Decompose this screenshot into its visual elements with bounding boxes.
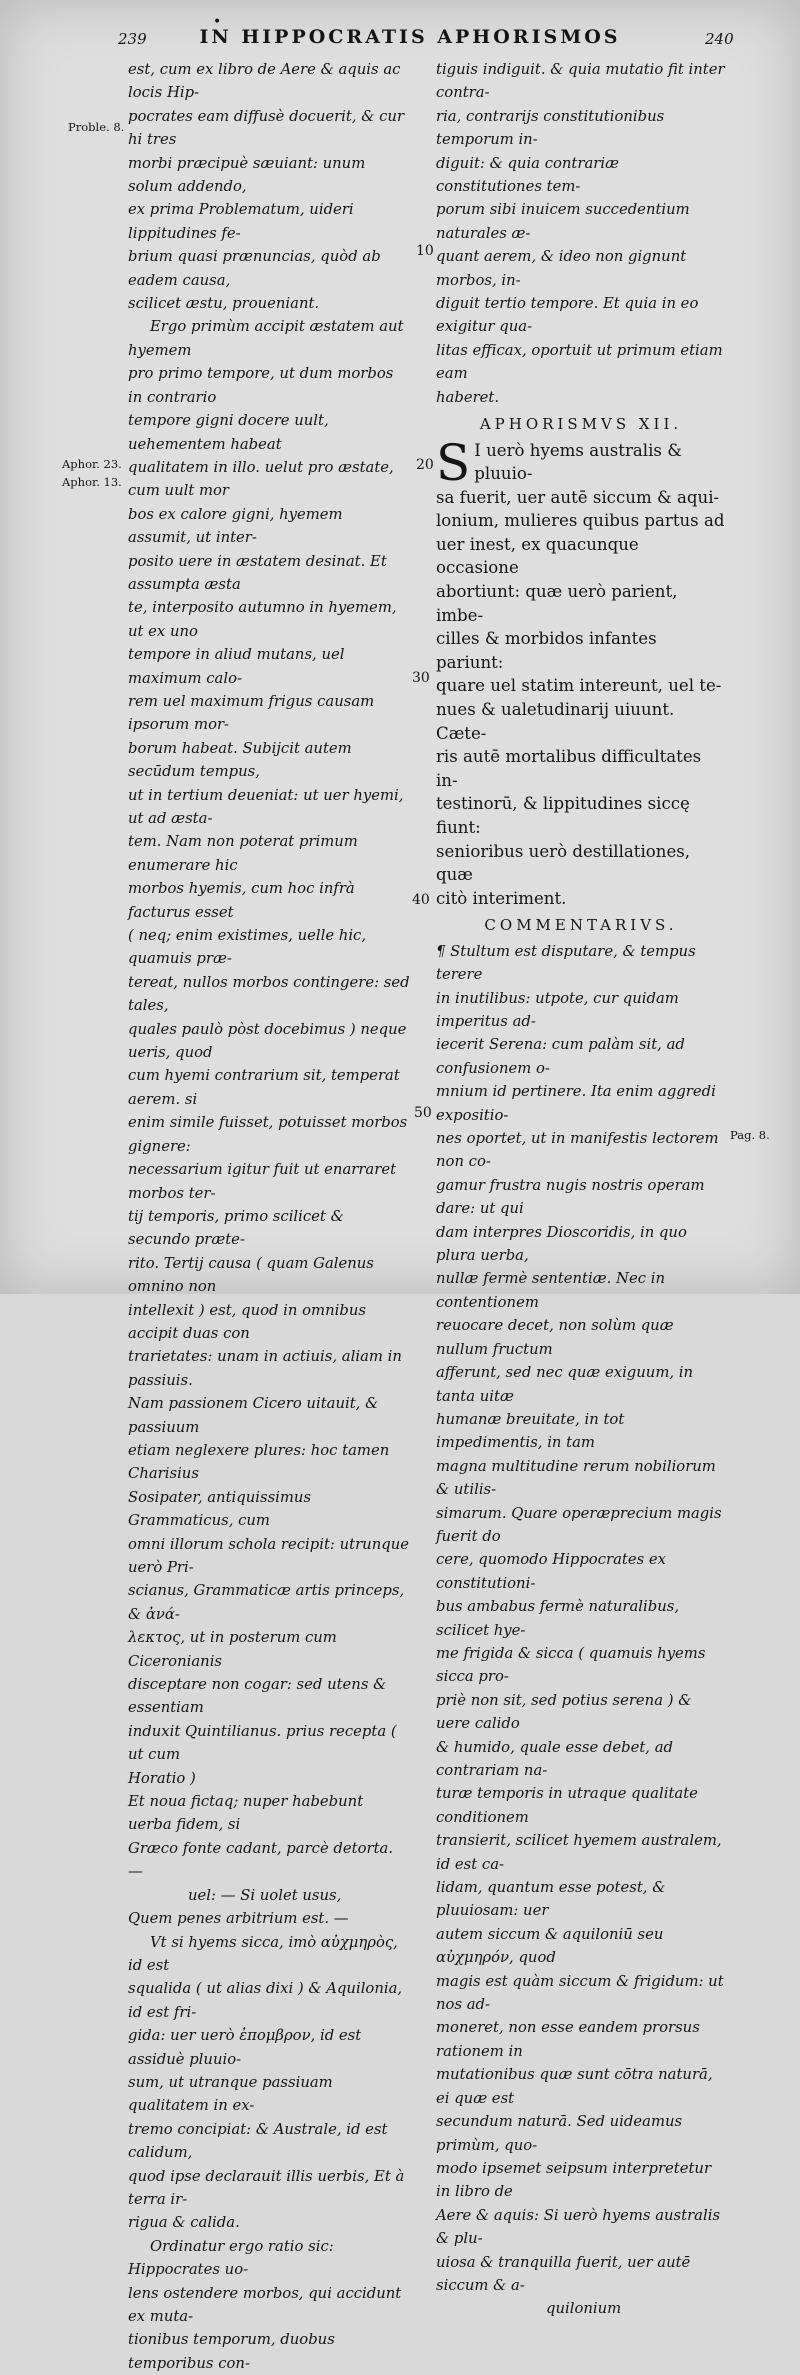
text-line: reuocare decet, non solùm quæ nullum fructum [436, 1317, 674, 1358]
text-line: brium quasi prænuncias, quòd ab eadem causa, [128, 248, 381, 289]
running-header [0, 14, 800, 52]
text-line: omni illorum schola recipit: utrunque uerò Pri- [128, 1535, 409, 1576]
text-line: magna multitudine rerum nobiliorum & utilis- [436, 1457, 716, 1499]
text-line: ria, contrarijs constitutionibus temporum in- [436, 107, 665, 149]
text-line: turæ temporis in utraque qualitate conditionem [436, 1785, 698, 1826]
line-number: 40 [412, 892, 430, 908]
text-line: ut in tertium deueniat: ut uer hyemi, ut ad æsta- [128, 786, 404, 827]
text-line: gamur frustra nugis nostris operam dare: ut qui [436, 1176, 705, 1218]
margin-note-problem: Proble. 8. [68, 120, 125, 134]
text-line: Nam passionem Cicero uitauit, & passiuum [128, 1395, 379, 1436]
text-line: Horatio ) [128, 1769, 196, 1787]
text-line: quales paulò pòst docebimus ) neque ueris, quod [128, 1020, 407, 1062]
text-line: haberet. [436, 388, 500, 406]
aphorism-line: lonium, mulieres quibus partus ad [436, 511, 725, 531]
text-line: mnium id pertinere. Ita enim aggredi expositio- [436, 1083, 716, 1124]
text-line: iecerit Serena: cum palàm sit, ad confusionem o- [436, 1036, 685, 1077]
text-line: ex prima Problematum, uideri lippitudines fe- [128, 201, 354, 242]
text-line: dam interpres Dioscoridis, in quo plura uerba, [436, 1223, 687, 1265]
aphorism-line: cilles & morbidos infantes pariunt: [436, 629, 657, 672]
text-line: porum sibi inuicem succedentium naturales æ- [436, 201, 690, 242]
text-line: me frigida & sicca ( quamuis hyems sicca pro- [436, 1644, 706, 1686]
text-line: posito uere in æstatem desinat. Et assumpta æsta [128, 552, 387, 593]
page-number-right: 240 [705, 30, 734, 48]
text-line: diguit tertio tempore. Et quia in eo exigitur qua- [436, 295, 699, 336]
text-line: rito. Tertij causa ( quam Galenus omnino non [128, 1254, 374, 1296]
text-line: etiam neglexere plures: hoc tamen Charisius [128, 1441, 390, 1483]
aphorism-line: ris autē mortalibus difficultates in- [436, 747, 702, 790]
margin-note-aphorism: Aphor. 23. [62, 457, 122, 471]
verse-line: Quem penes arbitrium est. — [128, 1910, 349, 1928]
line-number: 20 [416, 457, 434, 473]
text-line: cere, quomodo Hippocrates ex constitutioni- [436, 1551, 666, 1592]
text-line: quod ipse declarauit illis uerbis, Et à terra ir- [128, 2167, 405, 2208]
text-line: qualitatem in illo. uelut pro æstate, cum uult mor [128, 458, 394, 500]
text-line: gida: uer uerò ἐπομβρον, id est assiduè pluuio- [128, 2027, 362, 2068]
aphorism-line: senioribus uerò destillationes, quæ [436, 841, 691, 885]
text-line: intellexit ) est, quod in omnibus accipit duas con [128, 1301, 366, 1342]
aphorism-line: nues & ualetudinarij uiuunt. Cæte- [436, 700, 675, 743]
text-line: te, interposito autumno in hyemem, ut ex uno [128, 599, 397, 640]
aphorism-line: testinorū, & lippitudines siccę fiunt: [436, 794, 690, 837]
text-line: humanæ breuitate, in tot impedimentis, in tam [436, 1410, 625, 1452]
text-line: ¶ Stultum est disputare, & tempus terere [436, 942, 696, 984]
text-line: quant aerem, & ideo non gignunt morbos, in- [436, 248, 687, 289]
text-line: bos ex calore gigni, hyemem assumit, ut inter- [128, 505, 343, 547]
line-number: 30 [412, 670, 430, 686]
text-line: ( neq; enim existimes, uelle hic, quamuis præ- [128, 927, 367, 968]
text-line: rem uel maximum frigus causam ipsorum mor- [128, 692, 375, 734]
text-line: tremo concipiat: & Australe, id est calidum, [128, 2120, 388, 2162]
text-line: est, cum ex libro de Aere & aquis ac locis Hip- [128, 61, 401, 102]
text-line: borum habeat. Subijcit autem secūdum tempus, [128, 739, 352, 781]
verse-line: Græco fonte cadant, parcè detorta. — [128, 1839, 394, 1881]
text-line: diguit: & quia contrariæ constitutiones tem- [436, 154, 619, 196]
margin-note-aphorism: Aphor. 13. [62, 475, 122, 489]
text-line: tiguis indiguit. & quia mutatio fit inter contra- [436, 61, 725, 102]
text-line: tij temporis, primo scilicet & secundo præte- [128, 1207, 344, 1249]
text-line: modo ipsemet seipsum interpretetur in libro de [436, 2159, 712, 2201]
text-line: Aere & aquis: Si uerò hyems australis & plu- [436, 2206, 721, 2248]
text-line: uiosa & tranquilla fuerit, uer autē siccum & a- [436, 2253, 691, 2294]
text-line: nes oportet, ut in manifestis lectorem non co- [436, 1130, 719, 1171]
text-line: lens ostendere morbos, qui accidunt ex muta- [128, 2284, 402, 2325]
text-line: autem siccum & aquiloniū seu αὐχμηρόν, quod [436, 1925, 664, 1967]
aphorism-text [436, 433, 726, 911]
text-line: pro primo tempore, ut dum morbos in contrario [128, 365, 394, 406]
text-line: cum hyemi contrarium sit, temperat aerem. si [128, 1067, 400, 1108]
aphorism-line: sa fuerit, uer autē siccum & aqui- [436, 487, 720, 507]
aphorism-line: abortiunt: quæ uerò parient, imbe- [436, 582, 678, 625]
text-line: afferunt, sed nec quæ exiguum, in tanta uitæ [436, 1364, 694, 1405]
line-number: 50 [414, 1105, 432, 1121]
text-line: squalida ( ut alias dixi ) & Aquilonia, id est fri- [128, 1980, 403, 2021]
text-line: pocrates eam diffusè docuerit, & cur hi tres [128, 107, 405, 149]
running-title: IN HIPPOCRATIS APHORISMOS [199, 26, 621, 48]
text-line: scilicet æstu, proueniant. [128, 295, 320, 313]
text-line: tem. Nam non poterat primum enumerare hic [128, 833, 358, 874]
page-number-left: 239 [118, 30, 147, 48]
line-number: 10 [416, 243, 434, 259]
text-line: transierit, scilicet hyemem australem, id est ca- [436, 1832, 722, 1873]
text-line: necessarium igitur fuit ut enarraret morbos ter- [128, 1161, 397, 1202]
text-line: Ordinatur ergo ratio sic: Hippocrates uo- [128, 2237, 334, 2279]
text-line: enim simile fuisset, potuisset morbos gignere: [128, 1114, 408, 1155]
text-line: tempore in aliud mutans, uel maximum calo- [128, 646, 345, 687]
text-line: moneret, non esse eandem prorsus rationem in [436, 2019, 700, 2060]
text-line: quilonium [546, 2300, 622, 2318]
text-line: nullæ fermè sententiæ. Nec in contentionem [436, 1270, 665, 1311]
text-line: trarietates: unam in actiuis, aliam in passiuis. [128, 1348, 402, 1389]
text-line: & humido, quale esse debet, ad contrariam na- [436, 1738, 674, 1779]
text-line: morbi præcipuè sæuiant: unum solum addendo, [128, 154, 366, 196]
text-line: Ergo primùm accipit æstatem aut hyemem [128, 318, 404, 359]
text-line: litas efficax, oportuit ut primum etiam eam [436, 341, 723, 383]
text-line: simarum. Quare operæprecium magis fuerit do [436, 1504, 722, 1545]
text-line: λεκτος, ut in posterum cum Ciceronianis [128, 1629, 337, 1670]
text-line: priè non sit, sed potius serena ) & uere calido [436, 1691, 692, 1733]
ornament-dot: • [213, 14, 222, 30]
text-line: disceptare non cogar: sed utens & essentiam [128, 1676, 387, 1717]
text-line: magis est quàm siccum & frigidum: ut nos ad- [436, 1972, 724, 2014]
drop-capital: S [436, 433, 471, 492]
verse-line: uel: — Si uolet usus, [188, 1886, 342, 1904]
verse-line: Et noua fictaq; nuper habebunt uerba fidem, si [128, 1793, 364, 1834]
text-line: scianus, Grammaticæ artis princeps, & ἀνά- [128, 1582, 405, 1623]
aphorism-line: I uerò hyems australis & pluuio- [474, 440, 682, 484]
text-line: tereat, nullos morbos contingere: sed tales, [128, 973, 410, 1015]
text-line: tionibus temporum, duobus temporibus con- [128, 2331, 335, 2372]
aphorism-heading: APHORISMVS XII. [479, 415, 683, 434]
text-line: morbos hyemis, cum hoc infrà facturus esset [128, 880, 355, 921]
text-line: tempore gigni docere uult, uehementem habeat [128, 412, 329, 453]
text-line: in inutilibus: utpote, cur quidam imperitus ad- [436, 989, 679, 1030]
margin-note-page: Pag. 8. [730, 1128, 770, 1142]
aphorism-line: uer inest, ex quacunque occasione [436, 534, 639, 578]
text-line: Vt si hyems sicca, imò αὐχμηρὸς, id est [128, 1933, 398, 1974]
text-line: sum, ut utranque passiuam qualitatem in ex- [128, 2073, 333, 2115]
left-column [128, 58, 410, 2375]
text-line: lidam, quantum esse potest, & pluuiosam: uer [436, 1879, 666, 1920]
text-line: Sosipater, antiquissimus Grammaticus, cum [128, 1488, 312, 1530]
right-column [436, 58, 726, 2321]
text-line: mutationibus quæ sunt cōtra naturā, ei quæ est [436, 2066, 713, 2107]
aphorism-line: citò interiment. [436, 888, 567, 908]
text-line: rigua & calida. [128, 2214, 240, 2232]
text-line: bus ambabus fermè naturalibus, scilicet hye- [436, 1598, 680, 1639]
text-line: secundum naturā. Sed uideamus primùm, quo- [436, 2113, 683, 2154]
commentary-heading: COMMENTARIVS. [484, 916, 678, 935]
text-line: induxit Quintilianus. prius recepta ( ut cum [128, 1722, 397, 1764]
aphorism-line: quare uel statim intereunt, uel te- [436, 676, 722, 696]
